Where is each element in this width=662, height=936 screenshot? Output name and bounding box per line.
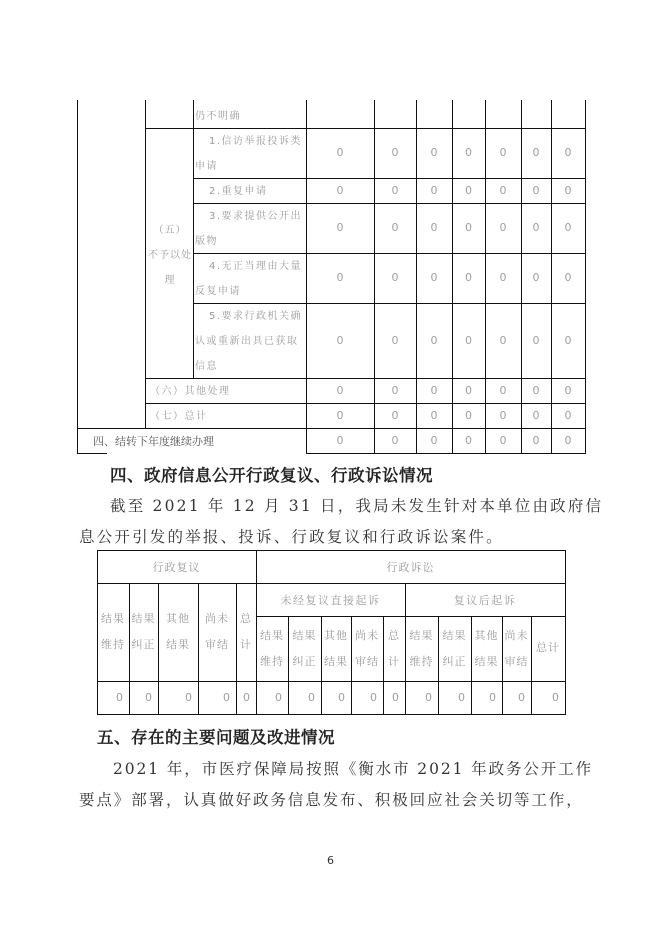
column-header: 结果 维持 <box>409 628 434 668</box>
table-cell-value: 0 <box>489 691 496 704</box>
section-4-paragraph-line1: 截至 2021 年 12 月 31 日，我局未发生针对本单位由政府信 <box>110 497 604 515</box>
table-cell-value: 0 <box>564 383 572 397</box>
table-cell-value: 0 <box>391 183 399 197</box>
row-label: 1.信访举报投诉类 申请 <box>195 136 303 172</box>
table-cell-value: 0 <box>336 383 344 397</box>
table-cell-value: 0 <box>392 691 399 704</box>
table-cell-value: 0 <box>336 271 344 284</box>
row-label: 5.要求行政机关确 认或重新出具已获取 信息 <box>195 311 303 372</box>
row-label: 2.重复申请 <box>209 186 268 197</box>
row-label: 4.无正当理由大量 反复申请 <box>195 261 303 297</box>
column-header: 其他 结果 <box>324 628 348 668</box>
table-cell-value: 0 <box>499 333 507 347</box>
table-cell-value: 0 <box>499 271 507 284</box>
row-label: 四、结转下年度继续办理 <box>93 435 214 448</box>
column-header: 结果 维持 <box>260 628 284 668</box>
column-header: 结果 维持 <box>101 612 125 651</box>
header-after-review-suit: 复议后起诉 <box>453 593 517 607</box>
table-cell-value: 0 <box>336 221 344 234</box>
column-header: 结果 纠正 <box>442 628 467 668</box>
table-cell-value: 0 <box>223 691 230 704</box>
table-cell-value: 0 <box>275 691 282 704</box>
table-cell-value: 0 <box>465 183 472 197</box>
table-cell-value: 0 <box>430 183 438 197</box>
table-cell-value: 0 <box>430 271 438 284</box>
table-cell-value: 0 <box>336 183 344 197</box>
table-cell-value: 0 <box>465 383 472 397</box>
table-cell-value: 0 <box>532 383 540 397</box>
table-cell-value: 0 <box>532 146 540 159</box>
table-cell-value: 0 <box>552 691 559 704</box>
table-cell-value: 0 <box>430 146 438 159</box>
table-cell-value: 0 <box>336 333 344 347</box>
table-cell-value: 0 <box>564 271 572 284</box>
table-cell-value: 0 <box>370 691 377 704</box>
row-label: （七）总计 <box>150 411 208 422</box>
group-label: （五） 不予以处 理 <box>148 225 192 286</box>
table-cell-value: 0 <box>518 691 525 704</box>
table-cell-value: 0 <box>243 691 250 704</box>
section-5-paragraph-line1: 2021 年，市医疗保障局按照《衡水市 2021 年政务公开工作 <box>113 760 593 778</box>
table-cell-value: 0 <box>391 221 399 234</box>
section-5-paragraph-line2: 要点》部署，认真做好政务信息发布、积极回应社会关切等工作， <box>79 791 584 809</box>
table-cell-value: 0 <box>430 383 438 397</box>
table-cell-value: 0 <box>499 146 507 159</box>
row-label: （六）其他处理 <box>150 386 231 397</box>
table-cell-value: 0 <box>465 433 472 447</box>
table-cell-value: 0 <box>336 433 344 447</box>
table-cell-value: 0 <box>564 408 572 422</box>
table-cell-value: 0 <box>499 221 507 234</box>
table-cell-value: 0 <box>430 408 438 422</box>
table-cell-value: 0 <box>532 183 540 197</box>
table-cell-value: 0 <box>391 271 399 284</box>
table-cell-value: 0 <box>499 383 507 397</box>
table-cell-value: 0 <box>532 221 540 234</box>
header-admin-litigation: 行政诉讼 <box>386 560 435 574</box>
column-header: 其他 结果 <box>474 628 499 668</box>
table-cell-value: 0 <box>564 183 572 197</box>
table-cell-value: 0 <box>532 408 540 422</box>
page-number: 6 <box>327 854 334 867</box>
table-cell-value: 0 <box>465 221 472 234</box>
table-cell-value: 0 <box>145 691 152 704</box>
table-cell-value: 0 <box>532 333 540 347</box>
table-cell-value: 0 <box>185 691 192 704</box>
table-cell-value: 0 <box>391 383 399 397</box>
table-cell-value: 0 <box>499 433 507 447</box>
header-admin-review: 行政复议 <box>152 560 201 574</box>
table-cell-value: 0 <box>564 433 572 447</box>
table-cell-value: 0 <box>391 333 399 347</box>
table-cell-value: 0 <box>465 271 472 284</box>
table-cell-value: 0 <box>116 691 123 704</box>
section-4-paragraph-line2: 息公开引发的举报、投诉、行政复议和行政诉讼案件。 <box>79 528 504 546</box>
table-cell-value: 0 <box>425 691 432 704</box>
header-direct-suit: 未经复议直接起诉 <box>280 593 381 607</box>
column-header: 结果 纠正 <box>131 612 156 651</box>
table-cell-value: 0 <box>391 146 399 159</box>
column-header: 尚未 审结 <box>504 628 529 668</box>
table-cell-value: 0 <box>465 333 472 347</box>
table-cell-value: 0 <box>336 146 344 159</box>
table-cell-value: 0 <box>532 271 540 284</box>
column-header: 总 计 <box>388 628 400 668</box>
table-cell-value: 0 <box>391 433 399 447</box>
table-cell-value: 0 <box>564 333 572 347</box>
row-label: 仍不明确 <box>195 111 241 122</box>
table-cell-value: 0 <box>338 691 345 704</box>
table-cell-value: 0 <box>465 146 472 159</box>
column-header: 总计 <box>536 641 560 654</box>
column-header: 结果 纠正 <box>292 628 317 668</box>
table-cell-value: 0 <box>465 408 472 422</box>
table-cell-value: 0 <box>458 691 465 704</box>
column-header: 其他 结果 <box>166 612 190 651</box>
table-cell-value: 0 <box>308 691 315 704</box>
table-cell-value: 0 <box>564 146 572 159</box>
table-cell-value: 0 <box>499 183 507 197</box>
table-cell-value: 0 <box>430 221 438 234</box>
column-header: 尚未 审结 <box>205 612 229 651</box>
section-4-heading: 四、政府信息公开行政复议、行政诉讼情况 <box>110 466 433 485</box>
table-cell-value: 0 <box>430 433 438 447</box>
row-label: 3.要求提供公开出 版物 <box>195 211 303 247</box>
table-cell-value: 0 <box>499 408 507 422</box>
section-5-heading: 五、存在的主要问题及改进情况 <box>97 728 335 747</box>
table-cell-value: 0 <box>430 333 438 347</box>
column-header: 总 计 <box>240 612 252 651</box>
table-cell-value: 0 <box>564 221 572 234</box>
table-cell-value: 0 <box>391 408 399 422</box>
table-cell-value: 0 <box>336 408 344 422</box>
column-header: 尚未 审结 <box>355 628 379 668</box>
table-cell-value: 0 <box>532 433 540 447</box>
